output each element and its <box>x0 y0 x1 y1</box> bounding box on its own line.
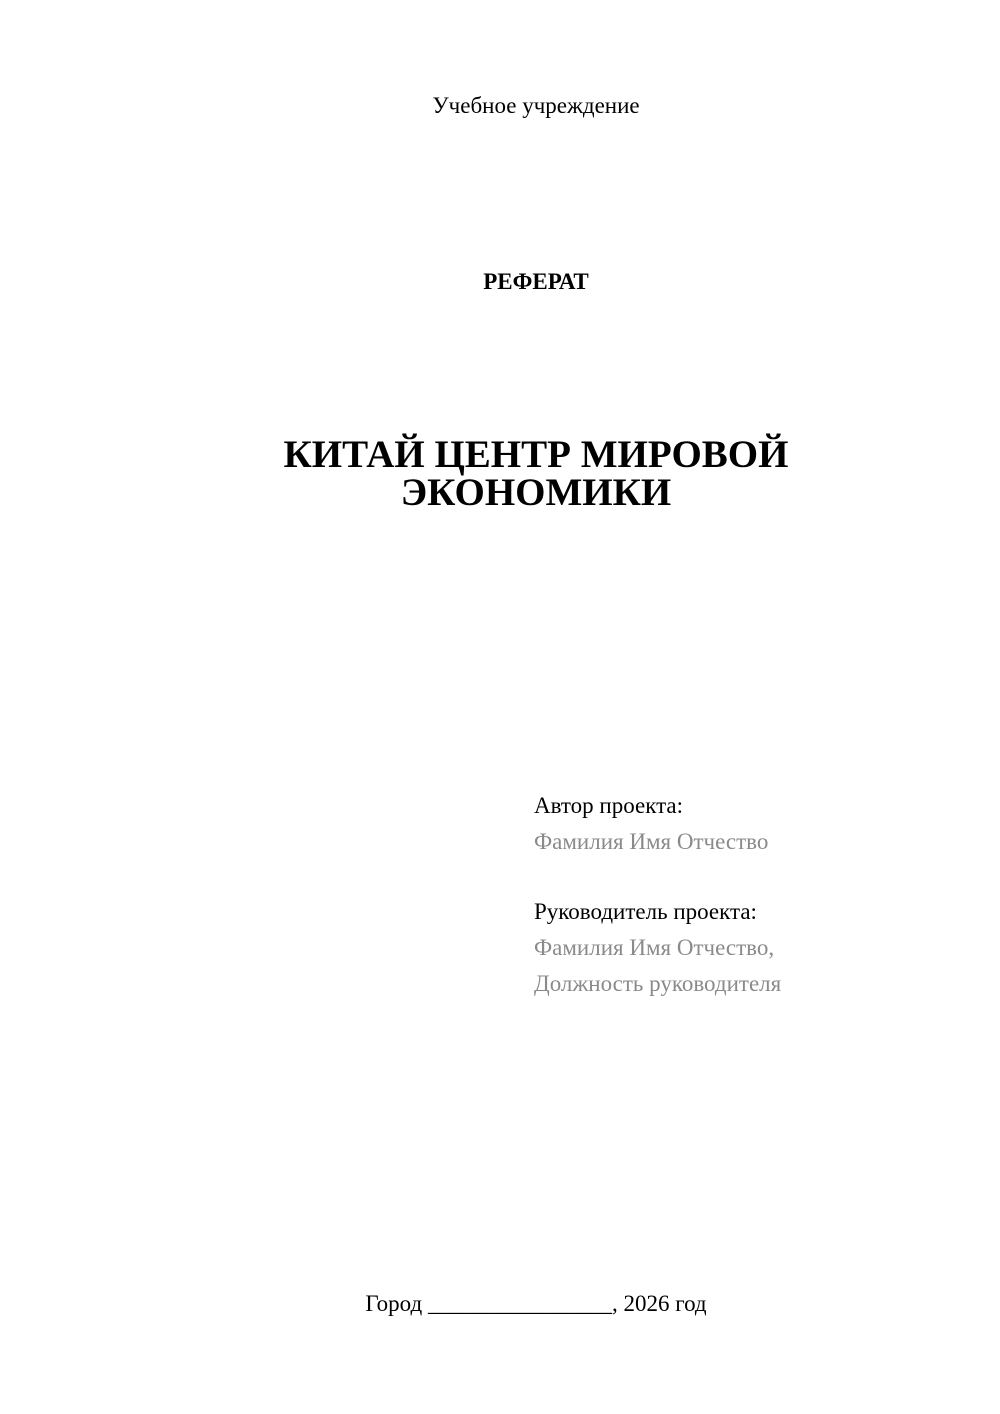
institution-name: Учебное учреждение <box>432 93 640 118</box>
document-title <box>0 433 1000 514</box>
title-line-2: ЭКОНОМИКИ <box>400 471 672 514</box>
author-name: Фамилия Имя Отчество <box>534 829 769 854</box>
supervisor-label: Руководитель проекта: <box>534 899 757 924</box>
supervisor-position: Должность руководителя <box>534 971 782 996</box>
credits-block <box>534 788 781 1002</box>
author-label: Автор проекта: <box>534 793 683 818</box>
document-type: РЕФЕРАТ <box>483 269 589 294</box>
title-line-1: КИТАЙ ЦЕНТР МИРОВОЙ <box>283 433 789 476</box>
spacer <box>534 860 781 894</box>
supervisor-name: Фамилия Имя Отчество, <box>534 935 775 960</box>
city-year-line: Город ________________, 2026 год <box>365 1291 707 1316</box>
